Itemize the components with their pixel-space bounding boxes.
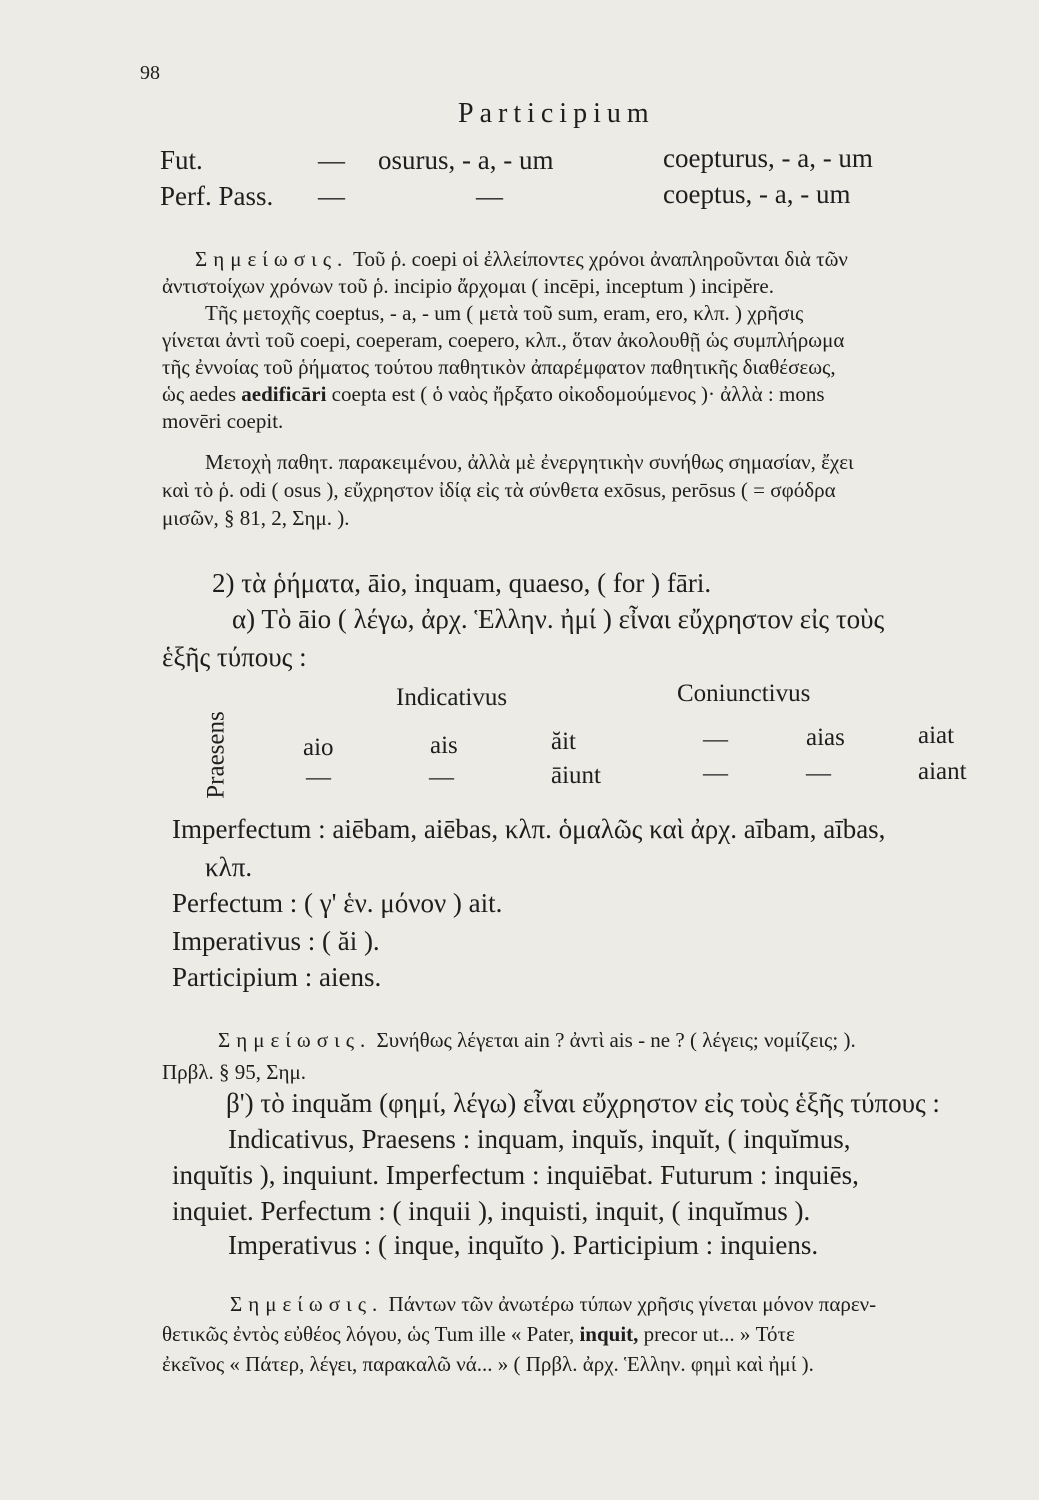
perf-form-2: coeptus, - a, - um (663, 179, 851, 209)
note-3-line-2a: θετικῶς ἐντὸς εὐθέος λόγου, ὡς Tum ille « Pater, (162, 1322, 575, 1346)
table-cell-r1c3: ăit (551, 728, 576, 755)
sec-b-line-5: Imperativus : ( inque, inquĭto ). Participium : inquiens. (228, 1230, 819, 1260)
sec2-line-3: ἑξῆς τύπους : (162, 642, 307, 672)
note-1-line-6b: aedificāri (241, 382, 327, 406)
fut-form-1: osurus, - a, - um (378, 145, 554, 175)
fut-form-2: coepturus, - a, - um (663, 143, 873, 173)
page-number: 98 (140, 62, 160, 84)
sec2-line-2: α) Τὸ āio ( λέγω, ἀρχ. Ἑλλην. ἠμί ) εἶναι εὔχρηστον εἰς τοὺς (232, 604, 885, 634)
table-cell-r2c5: — (806, 760, 831, 787)
note-1-line-2: ἀντιστοίχων χρόνων τοῦ ῥ. incipio ἄρχομαι ( incēpi, inceptum ) incipĕre. (162, 274, 774, 298)
note-1-line-9: καὶ τὸ ῥ. odi ( osus ), εὔχρηστον ἰδίᾳ εἰς τὰ σύνθετα exōsus, perōsus ( = σφόδρα (162, 478, 836, 502)
table-cell-r2c3: āiunt (551, 762, 601, 789)
table-cell-r2c2: — (429, 764, 454, 791)
perf-label: Perf. Pass. (160, 181, 274, 211)
forms-line-5: Participium : aiens. (172, 962, 382, 992)
sec-b-line-4: inquiet. Perfectum : ( inquii ), inquisti, inquit, ( inquĭmus ). (172, 1196, 811, 1226)
table-header-coniunctivus: Coniunctivus (677, 680, 811, 707)
note-3-line-2c: precor ut... » Τότε (643, 1322, 795, 1346)
table-cell-r1c4: — (703, 726, 728, 753)
forms-line-1: Imperfectum : aiēbam, aiēbas, κλπ. ὁμαλῶς καὶ ἀρχ. aībam, aības, (172, 814, 886, 844)
note-1-line-1: Τοῦ ῥ. coepi οἱ ἐλλείποντες χρόνοι ἀναπληροῦνται διὰ τῶν (353, 247, 848, 271)
table-cell-r2c6: aiant (918, 758, 967, 785)
table-side-label: Praesens (202, 711, 230, 799)
note-1-line-6a: ὡς aedes (162, 382, 237, 406)
forms-line-4: Imperativus : ( ăi ). (172, 926, 380, 956)
table-cell-r1c6: aiat (918, 722, 955, 749)
table-cell-r1c2: ais (430, 732, 458, 759)
note-1-line-5: τῆς ἐννοίας τοῦ ῥήματος τούτου παθητικὸν ἀπαρέμφατον παθητικῆς διαθέσεως, (162, 355, 836, 379)
note-1-line-8: Μετοχὴ παθητ. παρακειμένου, ἀλλὰ μὲ ἐνεργητικὴν συνήθως σημασίαν, ἔχει (205, 450, 854, 474)
table-cell-r2c4: — (703, 760, 728, 787)
note-1-line-10: μισῶν, § 81, 2, Σημ. ). (162, 506, 350, 530)
note-1-head: Σημείωσις. (195, 247, 349, 271)
perf-dash-1: — (318, 181, 345, 211)
table-cell-r1c1: aio (303, 734, 334, 761)
fut-label: Fut. (160, 145, 203, 175)
sec-b-line-3: inquĭtis ), inquiunt. Imperfectum : inquiēbat. Futurum : inquiēs, (172, 1160, 859, 1190)
note-1-line-7: movēri coepit. (162, 409, 284, 433)
note-1-line-4: γίνεται ἀντὶ τοῦ coepi, coeperam, coepero, κλπ., ὅταν ἀκολουθῇ ὡς συμπλήρωμα (162, 328, 845, 352)
note-2-line-2: Πρβλ. § 95, Σημ. (162, 1060, 306, 1084)
table-header-indicativus: Indicativus (396, 684, 508, 711)
sec-b-line-2: Indicativus, Praesens : inquam, inquĭs, inquĭt, ( inquĭmus, (228, 1124, 851, 1154)
perf-dash-2: — (476, 181, 503, 211)
fut-dash: — (318, 145, 345, 175)
forms-line-3: Perfectum : ( γ' ἑν. μόνον ) ait. (172, 888, 503, 918)
note-2-head: Σημείωσις. (218, 1028, 372, 1052)
note-3-line-3: ἐκεῖνος « Πάτερ, λέγει, παρακαλῶ νά... » ( Πρβλ. ἀρχ. Ἑλλην. φημὶ καὶ ἠμί ). (162, 1352, 814, 1376)
sec-b-line-1: β') τὸ inquăm (φημί, λέγω) εἶναι εὔχρηστον εἰς τοὺς ἑξῆς τύπους : (226, 1088, 940, 1118)
note-1-line-6c: coepta est ( ὁ ναὸς ἤρξατο οἰκοδομούμενος )· ἀλλὰ : mons (331, 382, 825, 406)
forms-line-2: κλπ. (205, 852, 253, 882)
note-3-line-1: Πάντων τῶν ἀνωτέρω τύπων χρῆσις γίνεται μόνον παρεν- (388, 1292, 877, 1316)
table-cell-r1c5: aias (806, 724, 845, 751)
sec2-line-1: 2) τὰ ῥήματα, āio, inquam, quaeso, ( for ) fāri. (212, 568, 712, 598)
table-cell-r2c1: — (306, 764, 331, 791)
note-2-line-1: Συνήθως λέγεται ain ? ἀντὶ ais - ne ? ( λέγεις; νομίζεις; ). (376, 1028, 856, 1052)
section-heading: Participium (458, 98, 655, 129)
note-3-line-2b: inquit, (579, 1322, 639, 1346)
note-1-line-3: Τῆς μετοχῆς coeptus, - a, - um ( μετὰ τοῦ sum, eram, ero, κλπ. ) χρῆσις (205, 301, 804, 325)
note-3-head: Σημείωσις. (230, 1292, 384, 1316)
